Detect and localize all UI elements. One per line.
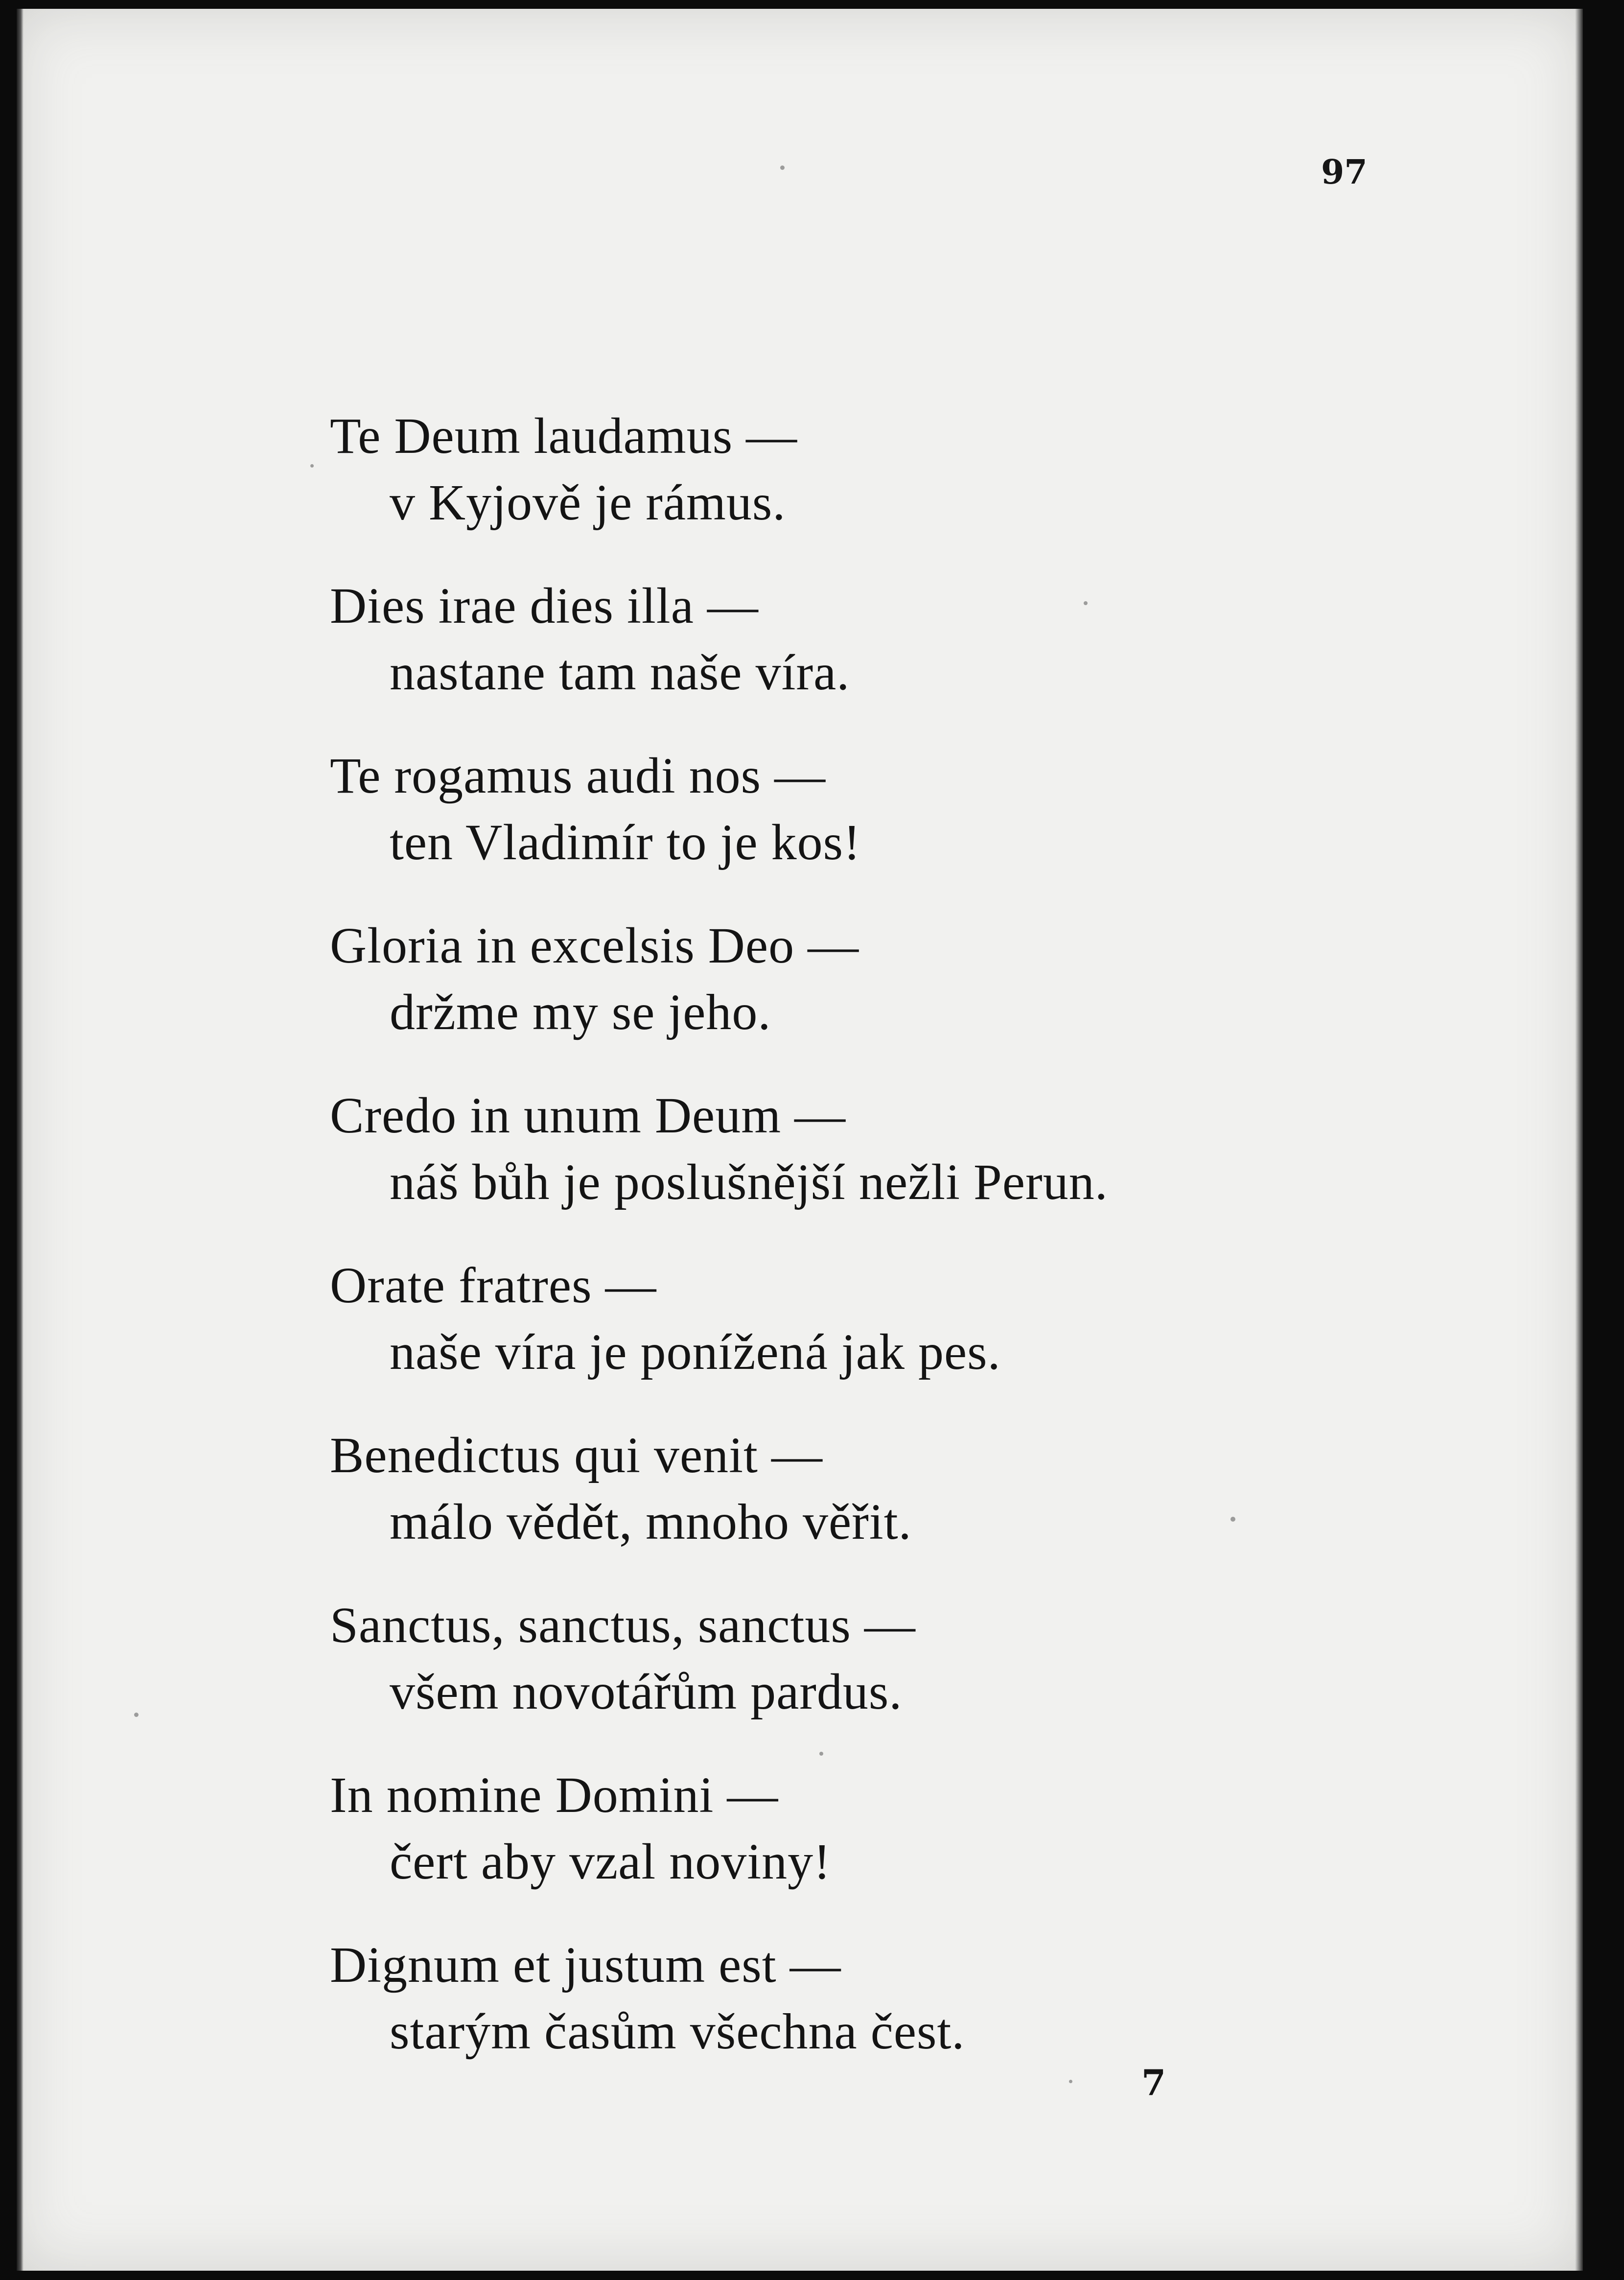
stanza-7-line-1: Benedictus qui venit — [330, 1427, 823, 1483]
stanza-8 [330, 1592, 1505, 1762]
poem [330, 403, 1505, 2102]
stanza-9-line-1: In nomine Domini — [330, 1767, 779, 1823]
page-number: 97 [1321, 153, 1368, 192]
paper-speck [1084, 601, 1088, 605]
page-edge-shadow [1575, 9, 1583, 2271]
stanza-2-line-2: nastane tam naše víra. [390, 644, 850, 701]
stanza-4 [330, 913, 1505, 1082]
stanza-5 [330, 1082, 1505, 1252]
stanza-9 [330, 1762, 1505, 1932]
stanza-1-line-1: Te Deum laudamus — [330, 408, 798, 464]
stanza-5-line-1: Credo in unum Deum — [330, 1087, 846, 1144]
stanza-2 [330, 573, 1505, 743]
stanza-1-line-2: v Kyjově je rámus. [390, 474, 786, 531]
stanza-1 [330, 403, 1505, 573]
paper-speck [1230, 1517, 1235, 1522]
paper-speck [134, 1713, 139, 1717]
stanza-10-line-2: starým časům všechna čest. [390, 2003, 965, 2060]
stanza-5-line-2: náš bůh je poslušnější nežli Perun. [390, 1154, 1108, 1210]
stanza-3-line-1: Te rogamus audi nos — [330, 748, 826, 804]
stanza-8-line-1: Sanctus, sanctus, sanctus — [330, 1597, 916, 1653]
paper-speck [819, 1752, 823, 1756]
stanza-4-line-1: Gloria in excelsis Deo — [330, 917, 859, 974]
paper-speck [780, 165, 785, 170]
paper-speck [310, 464, 314, 468]
stanza-10 [330, 1932, 1505, 2102]
paper-sheet [17, 9, 1583, 2271]
stanza-6 [330, 1252, 1505, 1422]
stanza-3 [330, 743, 1505, 913]
binding-gutter [17, 9, 23, 2271]
stanza-7-line-2: málo vědět, mnoho věřit. [390, 1494, 912, 1550]
signature-mark: 7 [1141, 2062, 1166, 2103]
stanza-4-line-2: držme my se jeho. [390, 984, 771, 1040]
stanza-7 [330, 1422, 1505, 1592]
stanza-9-line-2: čert aby vzal noviny! [390, 1833, 831, 1890]
stanza-3-line-2: ten Vladimír to je kos! [390, 814, 861, 870]
paper-speck [1069, 2080, 1072, 2083]
stanza-6-line-1: Orate fratres — [330, 1257, 657, 1314]
stanza-8-line-2: všem novotářům pardus. [390, 1664, 903, 1720]
stanza-2-line-1: Dies irae dies illa — [330, 578, 759, 634]
stanza-6-line-2: naše víra je ponížená jak pes. [390, 1324, 1001, 1380]
stanza-10-line-1: Dignum et justum est — [330, 1937, 841, 1993]
